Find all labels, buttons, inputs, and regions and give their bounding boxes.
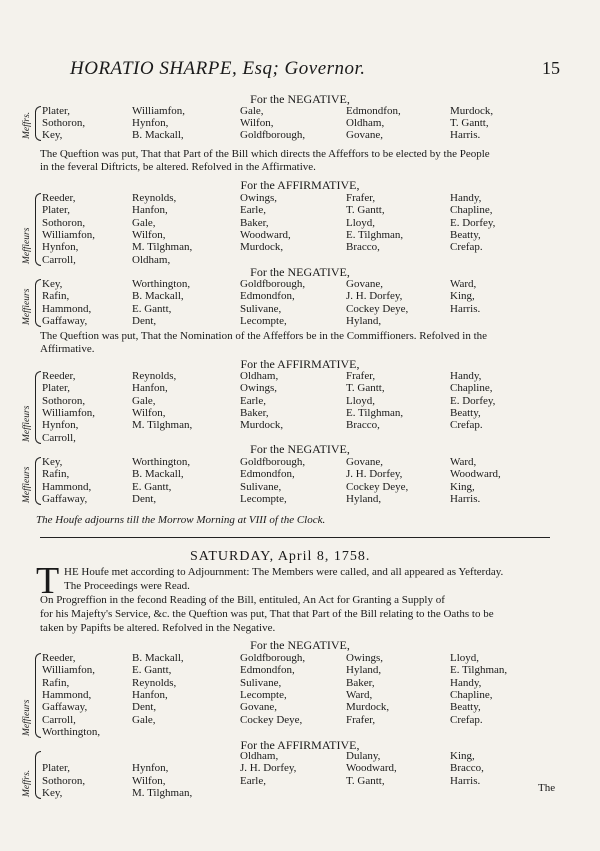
member-name: B. Mackall, [132, 129, 184, 141]
member-name: Lloyd, [346, 394, 376, 407]
member-name: Edmondfon, [240, 664, 295, 677]
member-name: Murdock, [346, 701, 390, 714]
page-number: 15 [542, 58, 560, 78]
adjournment-line: The Houfe adjourns till the Morrow Morning at VIII of the Clock. [36, 514, 326, 526]
messieurs-label: Meffieurs [22, 466, 32, 504]
member-name: Murdock, [450, 105, 494, 117]
block4-heading: For the AFFIRMATIVE, [240, 357, 360, 371]
member-name: Sothoron, [42, 117, 86, 129]
member-name: Govane, [346, 456, 383, 468]
block6-heading: For the NEGATIVE, [250, 638, 350, 652]
member-name: Sothoron, [42, 216, 86, 229]
member-name: E. Tilghman, [346, 228, 404, 241]
vote-row [28, 395, 558, 407]
vote-row [28, 278, 558, 290]
member-name: Handy, [450, 192, 482, 204]
member-name: Oldham, [346, 117, 385, 129]
member-name: M. Tilghman, [132, 786, 193, 799]
member-name: Oldham, [240, 750, 279, 762]
member-name: Govane, [346, 129, 383, 141]
member-name: Lecompte, [240, 314, 287, 327]
member-name: King, [450, 290, 475, 303]
vote-row [28, 241, 558, 253]
paragraph-line: The Queftion was put, That that Part of the Bill which directs the Affeffors to be elected by the People [40, 148, 490, 160]
member-name: J. H. Dorfey, [346, 468, 403, 481]
messieurs-label: Meffrs. [22, 770, 32, 798]
member-name: Gaffaway, [42, 314, 88, 327]
vote-row [28, 117, 558, 129]
member-name: Lloyd, [346, 216, 376, 229]
vote-row [28, 677, 558, 689]
vote-row [28, 129, 558, 141]
vote-row [28, 407, 558, 419]
member-name: Chapline, [450, 688, 493, 701]
member-name: Edmondfon, [346, 105, 401, 117]
member-name: Sulivane, [240, 302, 282, 315]
member-name: Lecompte, [240, 688, 287, 701]
member-name: Hammond, [42, 302, 92, 315]
vote-row [28, 775, 558, 787]
member-name: Rafin, [42, 468, 70, 481]
member-name: Ward, [450, 456, 477, 468]
member-name: T. Gantt, [346, 204, 385, 217]
member-name: J. H. Dorfey, [346, 290, 403, 303]
member-name: B. Mackall, [132, 652, 184, 664]
drop-initial: T [36, 560, 60, 602]
member-name: Frafer, [346, 713, 376, 726]
member-name: Wilfon, [132, 228, 166, 241]
member-name: Williamfon, [42, 228, 96, 241]
member-name: Beatty, [450, 406, 481, 419]
member-name: Crefap. [450, 241, 483, 254]
member-name: Hanfon, [132, 382, 168, 395]
member-name: Goldfborough, [240, 129, 306, 141]
vote-row [28, 689, 558, 701]
member-name: Edmondfon, [240, 468, 295, 481]
member-name: Dent, [132, 314, 157, 327]
member-name: Gale, [132, 394, 156, 407]
member-name: Goldfborough, [240, 652, 306, 664]
member-name: Reynolds, [132, 676, 177, 689]
vote-row [28, 468, 558, 480]
member-name: Cockey Deye, [346, 480, 409, 493]
member-name: Dent, [132, 492, 157, 505]
member-name: Rafin, [42, 676, 70, 689]
member-name: Worthington, [42, 725, 101, 738]
vote-row [28, 787, 558, 799]
member-name: E. Gantt, [132, 664, 172, 677]
member-name: Frafer, [346, 192, 376, 204]
member-name: Owings, [240, 382, 277, 395]
member-name: Chapline, [450, 204, 493, 217]
paragraph-line: Affirmative. [40, 343, 95, 355]
member-name: Gale, [132, 713, 156, 726]
member-name: Oldham, [132, 253, 171, 266]
member-name: Rafin, [42, 290, 70, 303]
member-name: Murdock, [240, 241, 284, 254]
member-name: Lecompte, [240, 492, 287, 505]
vote-row [28, 419, 558, 431]
member-name: Plater, [42, 105, 70, 117]
member-name: Reeder, [42, 370, 76, 382]
vote-row [28, 762, 558, 774]
member-name: Sothoron, [42, 774, 86, 787]
vote-row [28, 315, 558, 327]
block5-heading: For the NEGATIVE, [250, 442, 350, 456]
vote-row [28, 481, 558, 493]
member-name: Gale, [132, 216, 156, 229]
messieurs-label: Meffieurs [22, 405, 32, 442]
vote-row [28, 456, 558, 468]
member-name: Plater, [42, 762, 70, 775]
header-title: HORATIO SHARPE, Esq; Governor. [70, 58, 366, 79]
member-name: Hyland, [346, 314, 382, 327]
member-name: Ward, [346, 688, 373, 701]
vote-row [28, 204, 558, 216]
vote-list [22, 456, 562, 505]
vote-row [28, 105, 558, 117]
member-name: Hyland, [346, 664, 382, 677]
member-name: Key, [42, 278, 63, 290]
member-name: Govane, [240, 701, 277, 714]
member-name: Woodward, [346, 762, 397, 775]
member-name: Plater, [42, 204, 70, 217]
member-name: Carroll, [42, 253, 76, 266]
block2-heading: For the AFFIRMATIVE, [240, 178, 360, 192]
vote-row [28, 726, 558, 738]
paragraph-line: taken by Papifts be altered. Refolved in the Negative. [40, 622, 276, 634]
member-name: Woodward, [240, 228, 291, 241]
running-header [70, 58, 560, 80]
member-name: T. Gantt, [346, 382, 385, 395]
member-name: E. Dorfey, [450, 216, 496, 229]
paragraph-line: On Progreffion in the fecond Reading of the Bill, entituled, An Act for Granting a Supply of [40, 594, 445, 606]
vote-row [28, 382, 558, 394]
member-name: E. Gantt, [132, 480, 172, 493]
messieurs-label: Meffieurs [22, 699, 32, 737]
member-name: Hynfon, [132, 762, 169, 775]
vote-row [28, 254, 558, 266]
member-name: Oldham, [240, 370, 279, 382]
member-name: T. Gantt, [346, 774, 385, 787]
member-name: B. Mackall, [132, 290, 184, 303]
member-name: Hammond, [42, 480, 92, 493]
member-name: Earle, [240, 204, 266, 217]
member-name: Key, [42, 129, 63, 141]
member-name: B. Mackall, [132, 468, 184, 481]
member-name: Williamfon, [42, 664, 96, 677]
paragraph-line: The Queftion was put, That the Nomination of the Affeffors be in the Commiffioners. Refolved in the [40, 330, 488, 342]
member-name: Dent, [132, 701, 157, 714]
vote-row [28, 192, 558, 204]
member-name: Beatty, [450, 701, 481, 714]
member-name: Gaffaway, [42, 492, 88, 505]
member-name: M. Tilghman, [132, 241, 193, 254]
vote-row [28, 664, 558, 676]
paragraph-line: HE Houfe met according to Adjournment: The Members were called, and all appeared as Yefterday. [64, 566, 504, 578]
member-name: Reynolds, [132, 192, 177, 204]
member-name: Cockey Deye, [346, 302, 409, 315]
member-name: Baker, [240, 216, 269, 229]
member-name: Earle, [240, 774, 266, 787]
paragraph-line: The Proceedings were Read. [64, 580, 190, 592]
member-name: Ward, [450, 278, 477, 290]
member-name: Beatty, [450, 228, 481, 241]
member-name: Baker, [240, 406, 269, 419]
member-name: M. Tilghman, [132, 419, 193, 432]
member-name: Bracco, [346, 241, 380, 254]
member-name: Goldfborough, [240, 456, 306, 468]
member-name: Worthington, [132, 456, 191, 468]
catchword: The [538, 782, 556, 794]
paragraph-line: in the feveral Diftricts, be altered. Refolved in the Affirmative. [40, 161, 316, 173]
member-name: Hanfon, [132, 688, 168, 701]
vote-row [28, 701, 558, 713]
member-name: King, [450, 480, 475, 493]
messieurs-label: Meffrs. [22, 111, 32, 139]
date-heading: SATURDAY, April 8, 1758. [190, 549, 371, 564]
vote-list [22, 105, 562, 141]
member-name: E. Tilghman, [450, 664, 508, 677]
messieurs-label: Meffieurs [22, 227, 32, 264]
member-name: Hammond, [42, 688, 92, 701]
member-name: Carroll, [42, 713, 76, 726]
block3-heading: For the NEGATIVE, [250, 265, 350, 279]
vote-list [22, 750, 562, 799]
vote-list [22, 192, 562, 266]
member-name: Harris. [450, 492, 481, 505]
vote-row [28, 290, 558, 302]
member-name: Harris. [450, 129, 481, 141]
member-name: Murdock, [240, 419, 284, 432]
member-name: J. H. Dorfey, [240, 762, 297, 775]
member-name: Crefap. [450, 419, 483, 432]
member-name: Handy, [450, 676, 482, 689]
vote-row [28, 750, 558, 762]
member-name: Bracco, [346, 419, 380, 432]
member-name: Wilfon, [132, 774, 166, 787]
member-name: Chapline, [450, 382, 493, 395]
member-name: Reeder, [42, 652, 76, 664]
member-name: E. Gantt, [132, 302, 172, 315]
section-divider [40, 537, 550, 538]
member-name: Frafer, [346, 370, 376, 382]
member-name: Williamfon, [132, 105, 186, 117]
member-name: Hyland, [346, 492, 382, 505]
vote-row [28, 303, 558, 315]
member-name: Dulany, [346, 750, 381, 762]
vote-row [28, 714, 558, 726]
vote-list [22, 278, 562, 327]
member-name: Crefap. [450, 713, 483, 726]
member-name: Govane, [346, 278, 383, 290]
member-name: Wilfon, [240, 117, 274, 129]
member-name: Harris. [450, 774, 481, 787]
member-name: E. Tilghman, [346, 406, 404, 419]
messieurs-label: Meffieurs [22, 288, 32, 326]
member-name: Goldfborough, [240, 278, 306, 290]
member-name: Carroll, [42, 431, 76, 444]
member-name: Worthington, [132, 278, 191, 290]
member-name: Owings, [240, 192, 277, 204]
member-name: Hynfon, [42, 419, 79, 432]
vote-row [28, 493, 558, 505]
vote-row [28, 652, 558, 664]
member-name: Sulivane, [240, 676, 282, 689]
member-name: Reynolds, [132, 370, 177, 382]
member-name: Key, [42, 456, 63, 468]
vote-list [22, 652, 562, 738]
member-name: Sothoron, [42, 394, 86, 407]
member-name: Earle, [240, 394, 266, 407]
member-name: Bracco, [450, 762, 484, 775]
vote-row [28, 229, 558, 241]
block1-heading: For the NEGATIVE, [250, 92, 350, 106]
member-name: T. Gantt, [450, 117, 489, 129]
member-name: Plater, [42, 382, 70, 395]
block7-heading: For the AFFIRMATIVE, [240, 738, 360, 752]
member-name: Hynfon, [132, 117, 169, 129]
member-name: Key, [42, 786, 63, 799]
member-name: Cockey Deye, [240, 713, 303, 726]
member-name: Woodward, [450, 468, 501, 481]
member-name: Hynfon, [42, 241, 79, 254]
member-name: E. Dorfey, [450, 394, 496, 407]
member-name: Gaffaway, [42, 701, 88, 714]
member-name: Edmondfon, [240, 290, 295, 303]
member-name: Wilfon, [132, 406, 166, 419]
member-name: Hanfon, [132, 204, 168, 217]
member-name: Harris. [450, 302, 481, 315]
member-name: Gale, [240, 105, 264, 117]
member-name: Owings, [346, 652, 383, 664]
member-name: Reeder, [42, 192, 76, 204]
member-name: King, [450, 750, 475, 762]
member-name: Lloyd, [450, 652, 480, 664]
member-name: Williamfon, [42, 406, 96, 419]
vote-row [28, 370, 558, 382]
vote-row [28, 217, 558, 229]
member-name: Sulivane, [240, 480, 282, 493]
paragraph-line: for his Majefty's Service, &c. the Queftion was put, That that Part of the Bill relating to the Oaths to be [40, 608, 494, 620]
vote-list [22, 370, 562, 444]
member-name: Baker, [346, 676, 375, 689]
member-name: Handy, [450, 370, 482, 382]
